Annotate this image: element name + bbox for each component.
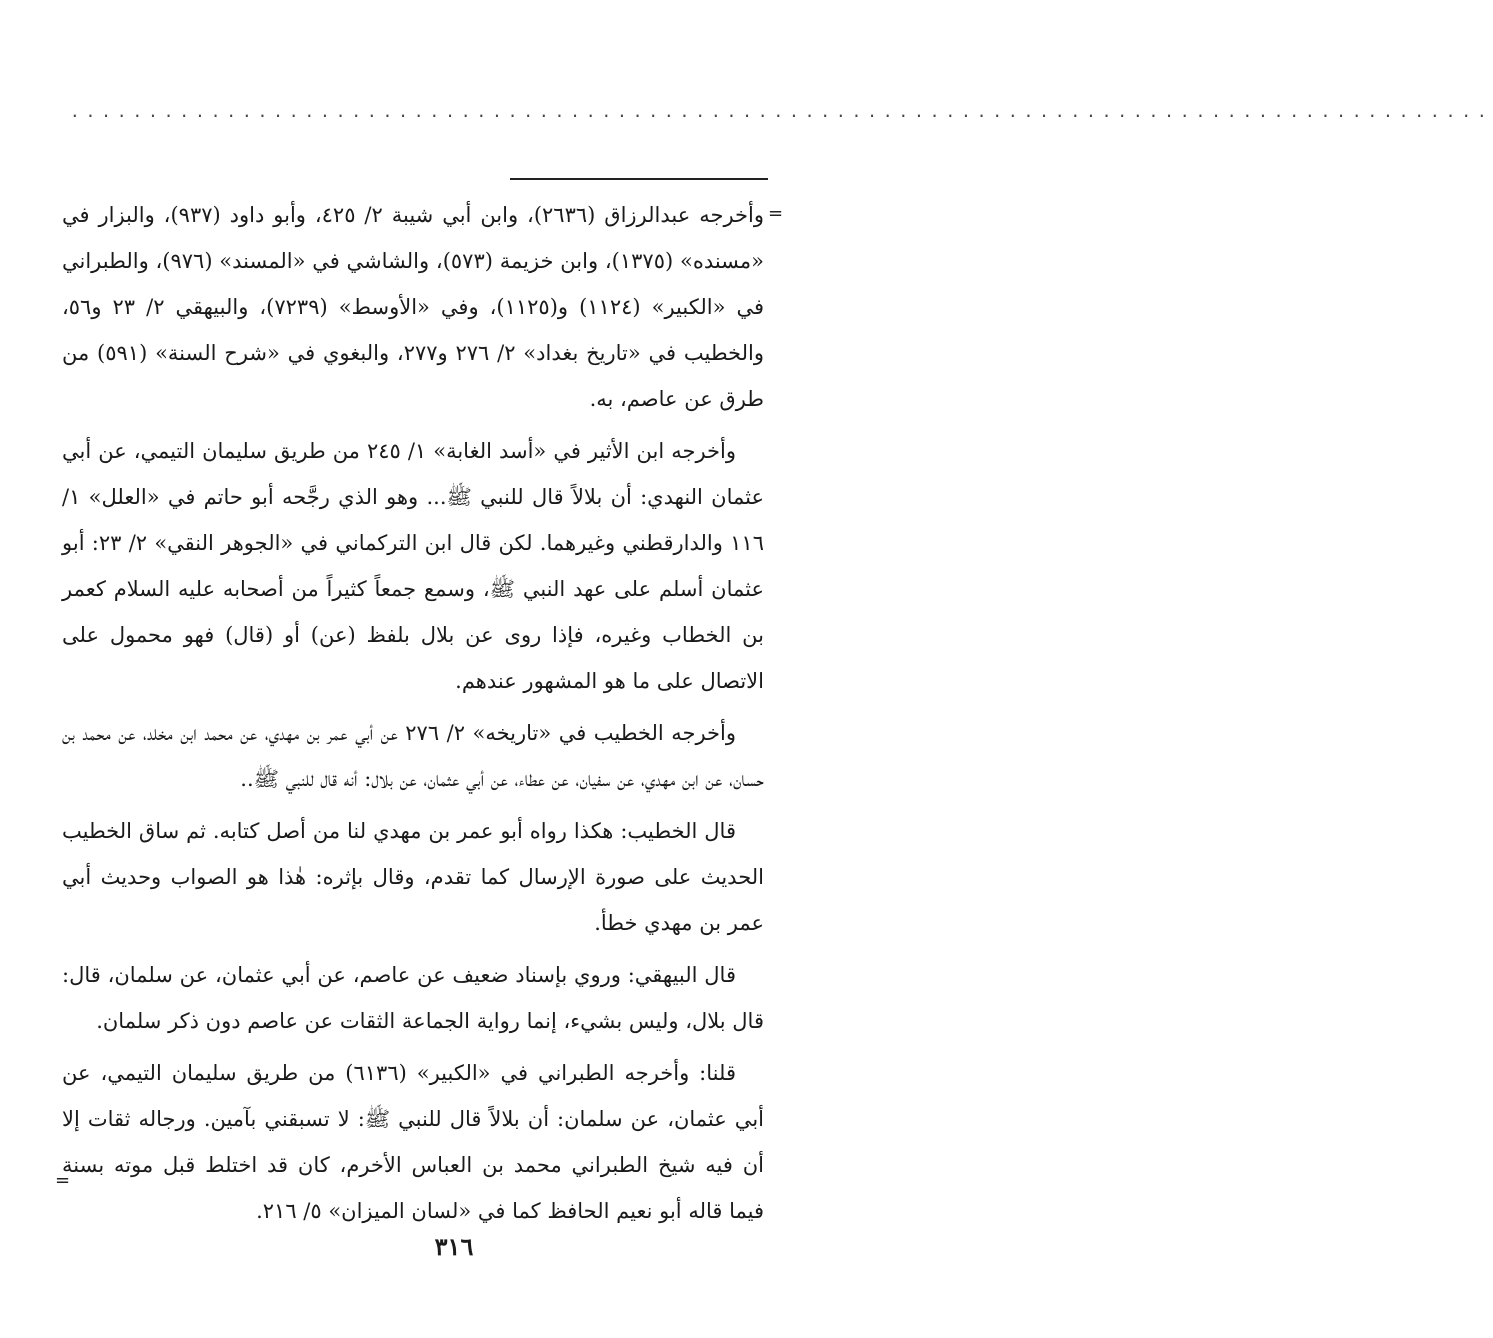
footnote-paragraph: وأخرجه ابن الأثير في «أسد الغابة» ١/ ٢٤٥ من طريق سليمان التيمي، عن أبي عثمان النهدي: أن بلالاً قال للنبي ﷺ... وهو الذي رجَّحه أبو حاتم في «العلل» ١/ ١١٦ والدارقطني وغيرهما. لكن قال ابن التركماني في «الجوهر النقي» ٢/ ٢٣: أبو عثمان أسلم على عهد النبي ﷺ، وسمع جمعاً كثيراً من أصحابه عليه السلام كعمر بن الخطاب وغيره، فإذا روى عن بلال بلفظ (عن) أو (قال) فهو محمول على الاتصال على ما هو المشهور عندهم. <box>62 439 765 693</box>
footnote-rule <box>510 178 768 180</box>
continuation-mark-bottom: = <box>55 1170 71 1191</box>
footnote-paragraph: قال الخطيب: هكذا رواه أبو عمر بن مهدي لنا من أصل كتابه. ثم ساق الخطيب الحديث على صورة الإرسال كما تقدم، وقال بإثره: هٰذا هو الصواب وحديث أبي عمر بن مهدي خطأ. <box>62 819 764 935</box>
continuation-mark-top: = <box>768 203 784 224</box>
dotted-separator: ........................................................................................... <box>70 102 1493 121</box>
footnote-paragraph: وأخرجه عبدالرزاق (٢٦٣٦)، وابن أبي شيبة ٢/ ٤٢٥، وأبو داود (٩٣٧)، والبزار في «مسنده» (١٣٧٥)، وابن خزيمة (٥٧٣)، والشاشي في «المسند» (٩٧٦)، والطبراني في «الكبير» (١١٢٤) و(١١٢٥)، وفي «الأوسط» (٧٢٣٩)، والبيهقي ٢/ ٢٣ و٥٦، والخطيب في «تاريخ بغداد» ٢/ ٢٧٦ و٢٧٧، والبغوي في «شرح السنة» (٥٩١) من طرق عن عاصم، به. <box>62 203 765 411</box>
footnote-paragraph: وأخرجه الخطيب في «تاريخه» ٢/ ٢٧٦ عن أبي عمر بن مهدي، عن محمد ابن مخلد، عن محمد بن حسان، عن ابن مهدي، عن سفيان، عن عطاء، عن أبي عثمان، عن بلال: أنه قال للنبي ﷺ.. <box>62 721 764 791</box>
footnote-paragraph: قال البيهقي: وروي بإسناد ضعيف عن عاصم، عن أبي عثمان، عن سلمان، قال: قال بلال، وليس بشيء، إنما رواية الجماعة الثقات عن عاصم دون ذكر سلمان. <box>62 963 764 1033</box>
page-number: ٣١٦ <box>434 1232 474 1261</box>
footnote-text <box>62 192 764 1240</box>
footnote-paragraph: قلنا: وأخرجه الطبراني في «الكبير» (٦١٣٦) من طريق سليمان التيمي، عن أبي عثمان، عن سلمان: أن بلالاً قال للنبي ﷺ: لا تسبقني بآمين. ورجاله ثقات إلا أن فيه شيخ الطبراني محمد بن العباس الأخرم، كان قد اختلط قبل موته بسنة فيما قاله أبو نعيم الحافظ كما في «لسان الميزان» ٥/ ٢١٦. <box>62 1061 764 1223</box>
